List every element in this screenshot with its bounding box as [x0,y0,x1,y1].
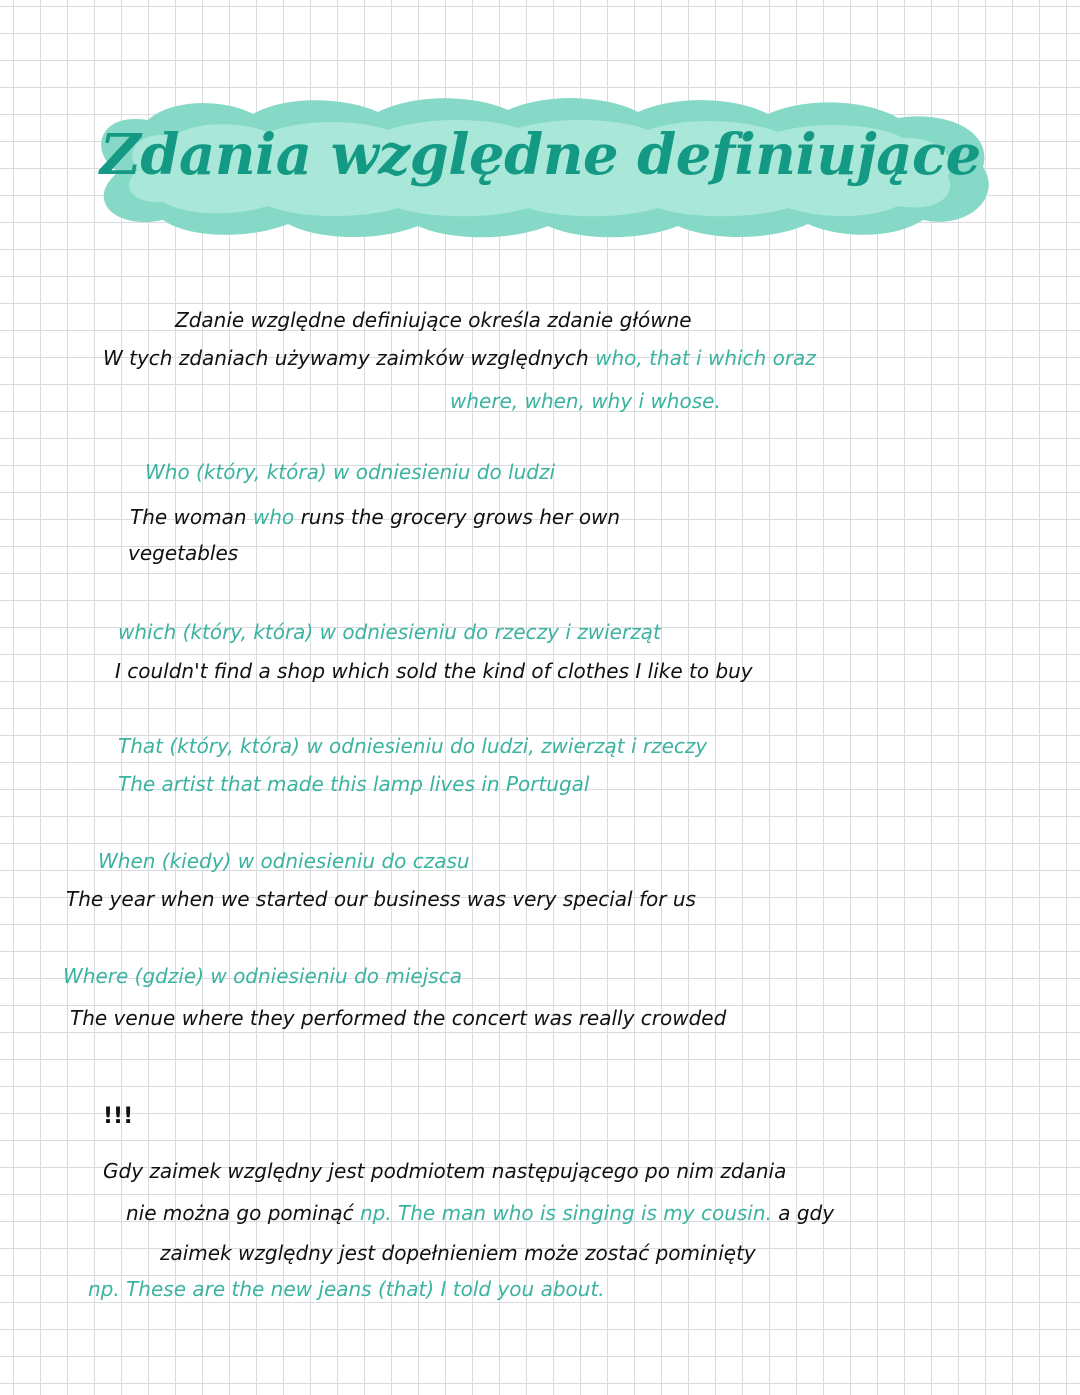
which-example: I couldn't find a shop which sold the kind of clothes I like to buy [115,659,753,683]
who-example-part-1: The woman [130,505,247,529]
who-example [130,504,620,530]
when-example: The year when we started our business was very special for us [66,887,696,911]
who-example-keyword: who [252,505,295,529]
who-heading: Who (który, która) w odniesieniu do ludzi [145,460,556,484]
note-line-2 [126,1200,834,1226]
note-line-2-tail: a gdy [778,1201,835,1225]
when-heading: When (kiedy) w odniesieniu do czasu [98,849,470,873]
that-heading: That (który, która) w odniesieniu do ludzi, zwierząt i rzeczy [118,734,708,758]
note-line-1: Gdy zaimek względny jest podmiotem następującego po nim zdania [103,1159,787,1183]
where-heading: Where (gdzie) w odniesieniu do miejsca [63,964,462,988]
intro-line-2 [103,345,816,371]
note-marker: !!! [103,1104,134,1129]
intro-line-2-text: W tych zdaniach używamy zaimków względnych [103,346,589,370]
intro-line-3: where, when, why i whose. [450,389,721,413]
page-title: Zdania względne definiujące [100,122,981,188]
note-line-4: np. These are the new jeans (that) I told you about. [88,1277,605,1301]
which-heading: which (który, która) w odniesieniu do rzeczy i zwierząt [118,620,661,644]
who-example-line-2: vegetables [128,541,239,565]
note-line-2-example: np. The man who is singing is my cousin. [359,1201,772,1225]
who-example-part-2: runs the grocery grows her own [300,505,621,529]
note-line-3: zaimek względny jest dopełnieniem może zostać pominięty [160,1241,756,1265]
note-line-2-text: nie można go pominąć [126,1201,354,1225]
where-example: The venue where they performed the concert was really crowded [70,1006,727,1030]
intro-line-1: Zdanie względne definiujące określa zdanie główne [175,308,692,332]
that-example: The artist that made this lamp lives in Portugal [118,772,590,796]
intro-line-2-pronouns: who, that i which oraz [595,346,816,370]
